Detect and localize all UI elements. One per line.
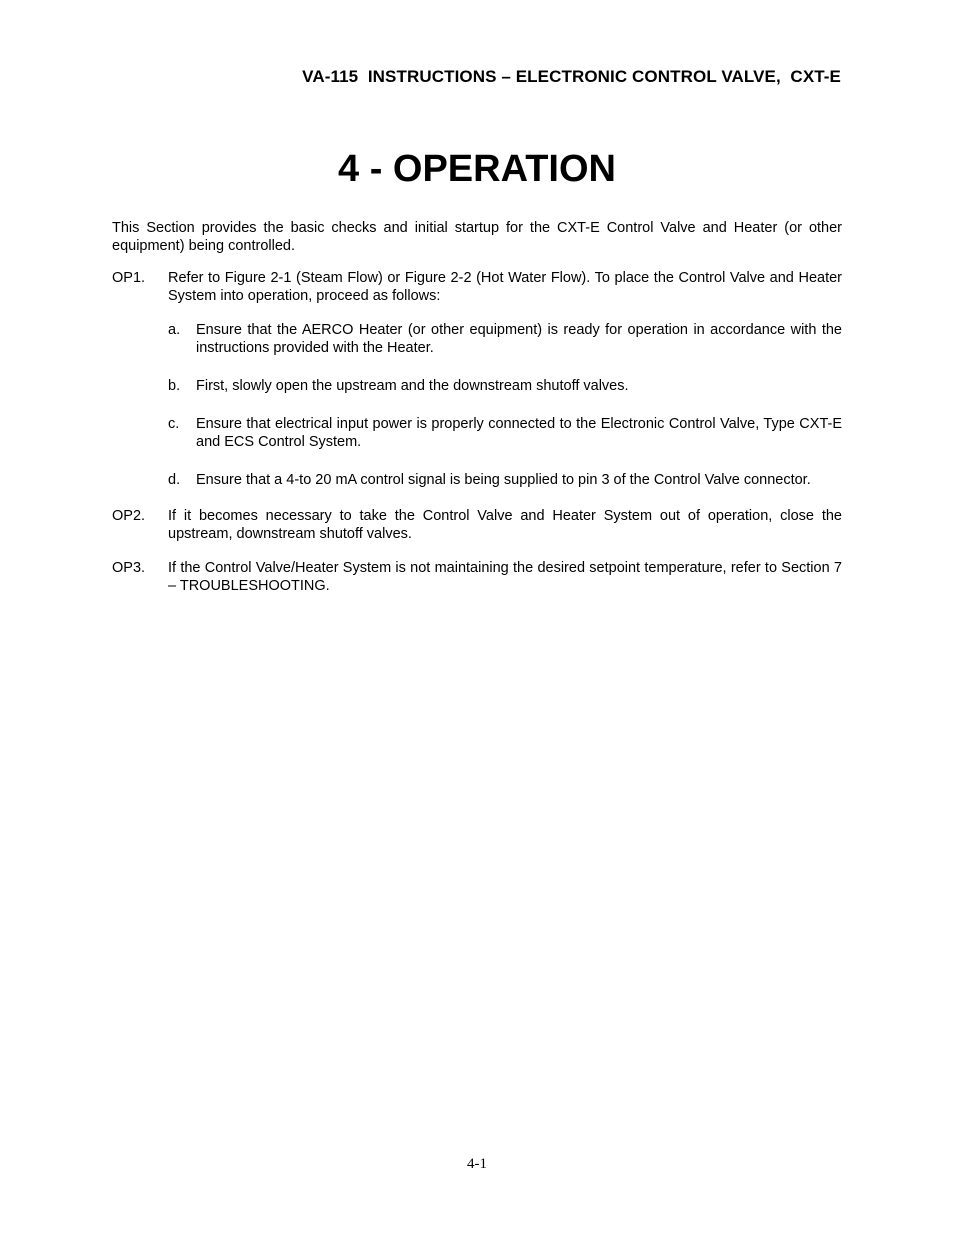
substep-text: Ensure that a 4-to 20 mA control signal is being supplied to pin 3 of the Control Valve connector. xyxy=(196,472,811,488)
substep-d xyxy=(168,471,842,489)
step-text: If it becomes necessary to take the Control Valve and Heater System out of operation, close the upstream, downstream shutoff valves. xyxy=(168,508,842,542)
step-label: OP1. xyxy=(112,270,146,286)
running-header: VA-115 INSTRUCTIONS – ELECTRONIC CONTROL VALVE, CXT-E xyxy=(302,67,841,86)
document-body xyxy=(112,219,842,611)
substep-label: d. xyxy=(168,472,181,488)
step-body xyxy=(168,507,842,543)
step-op3 xyxy=(112,559,842,595)
section-title: 4 - OPERATION xyxy=(338,148,616,190)
substep-text: Ensure that electrical input power is properly connected to the Electronic Control Valve, Type CXT-E and ECS Control System. xyxy=(196,416,842,450)
step-body xyxy=(168,269,842,491)
substep-text: First, slowly open the upstream and the downstream shutoff valves. xyxy=(196,378,629,394)
step-op1 xyxy=(112,269,842,491)
substep-label: a. xyxy=(168,322,181,338)
step-text: If the Control Valve/Heater System is not maintaining the desired setpoint temperature, refer to Section 7 – TROUBLESHOOTING. xyxy=(168,560,842,594)
step-op2 xyxy=(112,507,842,543)
substep-a xyxy=(168,321,842,357)
step-label: OP2. xyxy=(112,508,146,524)
step-body xyxy=(168,559,842,595)
step-label: OP3. xyxy=(112,560,146,576)
substep-text: Ensure that the AERCO Heater (or other equipment) is ready for operation in accordance with the instructions provided with the Heater. xyxy=(196,322,842,356)
page-number: 4-1 xyxy=(467,1156,487,1172)
substep-c xyxy=(168,415,842,451)
substep-b xyxy=(168,377,842,395)
substep-label: c. xyxy=(168,416,180,432)
intro-paragraph: This Section provides the basic checks and initial startup for the CXT-E Control Valve and Heater (or other equipment) being controlled. xyxy=(112,220,842,254)
step-text: Refer to Figure 2-1 (Steam Flow) or Figure 2-2 (Hot Water Flow). To place the Control Valve and Heater System into operation, proceed as follows: xyxy=(168,270,842,304)
substep-label: b. xyxy=(168,378,181,394)
substep-list xyxy=(168,321,842,489)
